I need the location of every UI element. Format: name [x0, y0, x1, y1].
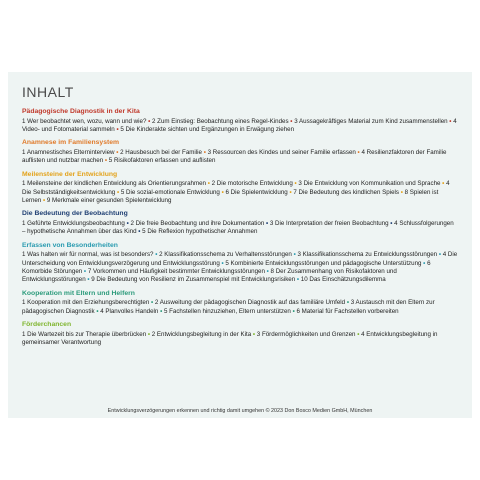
section-item: 4 Schlussfolgerungen – hypothetische Annahmen über das Kind — [22, 219, 454, 236]
section-items — [22, 220, 458, 237]
section-item: 3 Die Entwicklung von Kommunikation und Sprache — [298, 180, 441, 188]
section-item: 8 Der Zusammenhang von Risikofaktoren und Entwicklungsstörungen — [22, 267, 397, 284]
section-item: 1 Die Wartezeit bis zur Therapie überbrücken — [22, 330, 147, 338]
section-item: 3 Die Interpretation der freien Beobachtung — [269, 219, 389, 227]
section-item: 3 Austausch mit den Eltern zur pädagogischen Diagnostik — [22, 299, 435, 315]
section-item: 5 Kombinierte Entwicklungsstörungen und pädagogische Unterstützung — [225, 259, 422, 267]
section-item: 2 Entwicklungsbegleitung in der Kita — [151, 330, 252, 338]
bullet-separator: • — [149, 299, 155, 307]
section-item: 6 Material für Fachstellen vorbereiten — [296, 307, 399, 315]
sections-list — [22, 108, 458, 347]
section-items — [22, 180, 458, 205]
section — [22, 290, 458, 316]
section-item: 5 Risikofaktoren erfassen und auflisten — [108, 157, 216, 165]
bullet-separator: • — [114, 148, 121, 156]
section-item: 5 Fachstellen hinzuziehen, Eltern unterstützen — [163, 307, 291, 315]
bullet-separator: • — [421, 259, 428, 267]
bullet-separator: • — [355, 148, 362, 156]
bullet-separator: • — [219, 188, 226, 196]
bullet-separator: • — [264, 219, 270, 227]
section-item: 3 Fördermöglichkeiten und Grenzen — [256, 330, 356, 338]
footer-copyright: Entwicklungsverzögerungen erkennen und richtig damit umgehen © 2023 Don Bosco Medien GmbH, München — [107, 408, 373, 414]
section-item: 7 Die Bedeutung des kindlichen Spiels — [293, 188, 399, 196]
section-item: 2 Zum Einstieg: Beobachtung eines Regel-Kindes — [152, 117, 289, 125]
bullet-separator: • — [158, 307, 164, 315]
section-items — [22, 149, 458, 166]
section-item: 1 Wer beobachtet wen, wozu, wann und wie? — [22, 117, 147, 125]
bullet-separator: • — [295, 276, 301, 284]
section-item: 2 Die motorische Entwicklung — [211, 180, 293, 188]
bullet-separator: • — [264, 267, 271, 275]
section-item: 7 Vorkommen und Häufigkeit bestimmter Entwicklungsstörungen — [87, 267, 265, 275]
section-item: 5 Die sozial-emotionale Entwicklung — [120, 188, 220, 196]
section — [22, 321, 458, 347]
bullet-separator: • — [85, 276, 92, 284]
bullet-separator: • — [251, 330, 257, 338]
bullet-separator: • — [398, 188, 405, 196]
bullet-separator: • — [124, 219, 131, 227]
bullet-separator: • — [136, 228, 143, 236]
bullet-separator: • — [292, 180, 299, 188]
section-item: 1 Kooperation mit den Erziehungsberechtigten — [22, 299, 150, 307]
contents-card — [8, 72, 472, 418]
section-item: 1 Geführte Entwicklungsbeobachtung — [22, 219, 125, 227]
bullet-separator: • — [115, 188, 121, 196]
section-item: 4 Die Selbstständigkeitsentwicklung — [22, 180, 450, 196]
section-item: 1 Meilensteine der kindlichen Entwicklung als Orientierungsrahmen — [22, 180, 207, 188]
section-title: Erfassen von Besonderheiten — [22, 241, 118, 249]
section — [22, 242, 458, 285]
bullet-separator: • — [291, 251, 298, 259]
section-item: 9 Die Bedeutung von Resilienz im Zusammenspiel mit Entwicklungsrisiken — [91, 276, 296, 284]
bullet-separator: • — [287, 188, 294, 196]
bullet-separator: • — [103, 157, 109, 165]
section-item: 2 Ausweitung der pädagogischen Diagnostik auf das familiäre Umfeld — [154, 299, 346, 307]
section-title: Meilensteine der Entwicklung — [22, 170, 118, 178]
section — [22, 139, 458, 165]
section-title: Anamnese im Familiensystem — [22, 139, 120, 147]
section-item: 9 Merkmale einer gesunden Spielentwicklung — [46, 196, 172, 204]
section-item: 2 Hausbesuch bei der Familie — [120, 148, 202, 156]
section-item: 10 Das Einschätzungsdilemma — [300, 276, 386, 284]
bullet-separator: • — [447, 117, 454, 125]
section-item: 3 Aussagekräftiges Material zum Kind zusammenstellen — [294, 117, 448, 125]
section-item: 8 Spielen ist Lernen — [22, 188, 439, 204]
page-title: INHALT — [22, 84, 74, 100]
section-item: 1 Was halten wir für normal, was ist besonders? — [22, 251, 154, 259]
bullet-separator: • — [201, 148, 208, 156]
bullet-separator: • — [153, 251, 160, 259]
section-item: 2 Klassifikationsschema zu Verhaltensstörungen — [159, 251, 292, 259]
bullet-separator: • — [41, 196, 47, 204]
bullet-separator: • — [114, 125, 121, 133]
section-title: Kooperation mit Eltern und Helfern — [22, 289, 135, 297]
section-item: 4 Planvolles Handeln — [100, 307, 159, 315]
section-items — [22, 331, 458, 348]
section-item: 1 Anamnestisches Elterninterview — [22, 148, 115, 156]
bullet-separator: • — [82, 267, 88, 275]
bullet-separator: • — [345, 299, 351, 307]
section-title: Pädagogische Diagnostik in der Kita — [22, 108, 140, 115]
section — [22, 108, 458, 134]
section-items — [22, 299, 458, 316]
bullet-separator: • — [355, 330, 362, 338]
section-items — [22, 251, 458, 285]
section-item: 6 Die Spielentwicklung — [225, 188, 288, 196]
bullet-separator: • — [437, 251, 443, 259]
bullet-separator: • — [206, 180, 212, 188]
section — [22, 210, 458, 236]
bullet-separator: • — [290, 307, 297, 315]
section-item: 4 Video- und Fotomaterial sammeln — [22, 117, 457, 133]
section-item: 3 Klassifikationsschema zu Entwicklungsstörungen — [297, 251, 438, 259]
bullet-separator: • — [146, 330, 152, 338]
section-title: Förderchancen — [22, 321, 72, 329]
section-item: 2 Die freie Beobachtung und ihre Dokumentation — [130, 219, 265, 227]
section-item: 3 Ressourcen des Kindes und seiner Familie erfassen — [207, 148, 356, 156]
bullet-separator: • — [288, 117, 295, 125]
section-item: 4 Resilienzfaktoren der Familie auflisten und nutzbar machen — [22, 148, 447, 165]
bullet-separator: • — [388, 219, 395, 227]
section-item: 4 Die Unterscheidung von Entwicklungsverzögerung und Entwicklungsstörung — [22, 251, 458, 267]
section-title: Die Bedeutung der Beobachtung — [22, 210, 128, 218]
bullet-separator: • — [146, 117, 153, 125]
section-item: 5 Die Reflexion hypothetischer Annahmen — [142, 228, 258, 236]
bullet-separator: • — [94, 307, 101, 315]
section-item: 6 Komorbide Störungen — [22, 259, 431, 275]
bullet-separator: • — [219, 259, 226, 267]
section-item: 4 Entwicklungsbegleitung in gemeinsamer Verantwortung — [22, 330, 438, 346]
section-item: 5 Die Kinderakte sichten und Ergänzungen in Erwägung ziehen — [120, 125, 295, 133]
section-items — [22, 118, 458, 135]
bullet-separator: • — [440, 180, 447, 188]
section — [22, 171, 458, 206]
